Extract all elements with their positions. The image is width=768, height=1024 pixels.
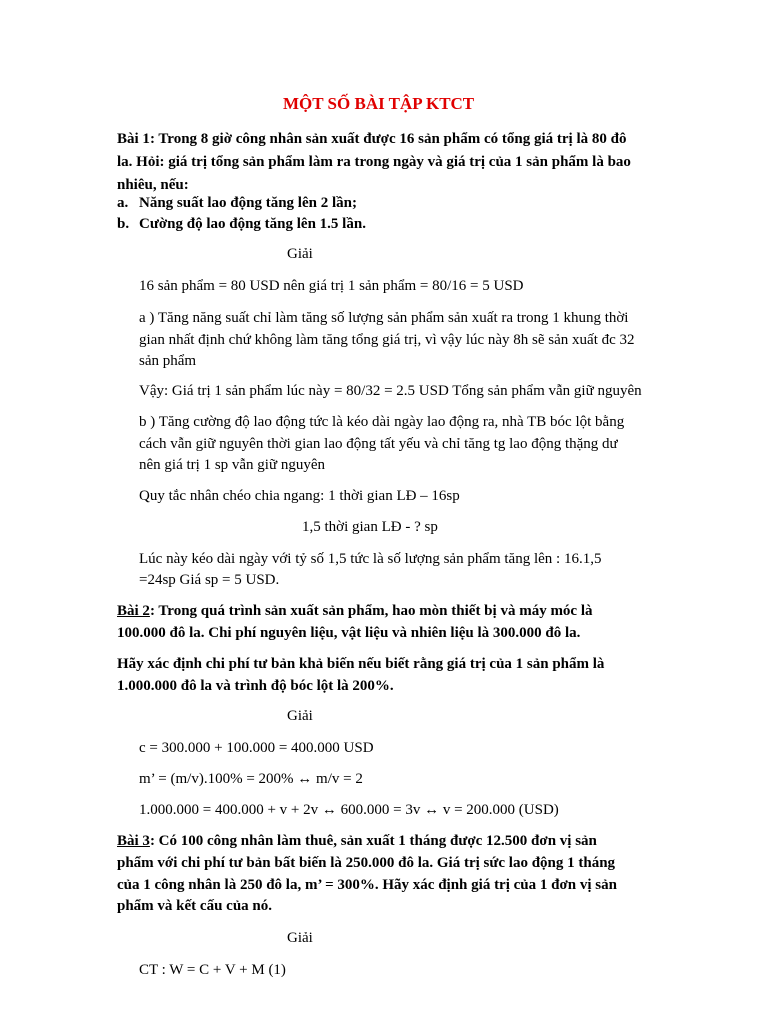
exercise-2-text: : Trong quá trình sản xuất sản phẩm, hao mòn thiết bị và máy móc là bbox=[149, 603, 593, 619]
exercise-1-text: : Trong 8 giờ công nhân sản xuất được 16 sản phẩm có tổng giá trị là 80 đô bbox=[149, 131, 627, 147]
exercise-3-solution-heading: Giải bbox=[287, 930, 313, 946]
exercise-2-solution-line: 1.000.000 = 400.000 + v + 2v ↔ 600.000 = 3v ↔ v = 200.000 (USD) bbox=[139, 802, 559, 818]
exercise-2-line-2: 100.000 đô la. Chi phí nguyên liệu, vật liệu và nhiên liệu là 300.000 đô la. bbox=[117, 625, 581, 641]
exercise-3-line-3: của 1 công nhân là 250 đô la, m’ = 300%. Hãy xác định giá trị của 1 đơn vị sản bbox=[117, 877, 617, 893]
exercise-3-solution-line: CT : W = C + V + M (1) bbox=[139, 962, 286, 978]
exercise-1-line-1 bbox=[117, 130, 626, 148]
exercise-1-item-a: Năng suất lao động tăng lên 2 lần; bbox=[139, 195, 357, 211]
exercise-2-line-4: 1.000.000 đô la và trình độ bóc lột là 200%. bbox=[117, 678, 394, 694]
exercise-1-line-3: nhiêu, nếu: bbox=[117, 177, 189, 193]
exercise-1-item-a-marker: a. bbox=[117, 195, 129, 211]
exercise-2-line-3: Hãy xác định chi phí tư bản khả biến nếu biết rằng giá trị của 1 sản phẩm là bbox=[117, 656, 605, 672]
exercise-3-line-2: phẩm với chi phí tư bản bất biến là 250.000 đô la. Giá trị sức lao động 1 tháng bbox=[117, 855, 616, 871]
exercise-1-solution-line: a ) Tăng năng suất chỉ làm tăng số lượng sản phẩm sản xuất ra trong 1 khung thời bbox=[139, 310, 629, 326]
exercise-2-label: Bài 2 bbox=[117, 603, 150, 619]
exercise-3-line-1 bbox=[117, 832, 597, 850]
exercise-1-solution-line: Quy tắc nhân chéo chia ngang: 1 thời gian LĐ – 16sp bbox=[139, 488, 460, 504]
exercise-1-solution-line: gian nhất định chứ không làm tăng tổng giá trị, vì vậy lúc này 8h sẽ sản xuất đc 32 bbox=[139, 332, 635, 348]
exercise-1-line-2: la. Hỏi: giá trị tổng sản phẩm làm ra trong ngày và giá trị của 1 sản phẩm là bao bbox=[117, 154, 631, 170]
exercise-2-line-1 bbox=[117, 602, 593, 620]
exercise-1-item-b: Cường độ lao động tăng lên 1.5 lần. bbox=[139, 216, 366, 232]
exercise-1-solution-line: =24sp Giá sp = 5 USD. bbox=[139, 572, 280, 588]
exercise-2-solution-line: c = 300.000 + 100.000 = 400.000 USD bbox=[139, 740, 374, 756]
exercise-2-solution-heading: Giải bbox=[287, 708, 313, 724]
exercise-1-solution-line: Lúc này kéo dài ngày với tỷ số 1,5 tức là số lượng sản phẩm tăng lên : 16.1,5 bbox=[139, 551, 602, 567]
exercise-3-label: Bài 3 bbox=[117, 833, 150, 849]
exercise-1-solution-line: sản phẩm bbox=[139, 353, 197, 369]
exercise-1-solution-heading: Giải bbox=[287, 246, 313, 262]
exercise-1-solution-line: cách vẫn giữ nguyên thời gian lao động tất yếu và chỉ tăng tg lao động thặng dư bbox=[139, 436, 618, 452]
exercise-1-solution-line: 1,5 thời gian LĐ - ? sp bbox=[302, 519, 438, 535]
exercise-1-solution-line: Vậy: Giá trị 1 sản phẩm lúc này = 80/32 = 2.5 USD Tổng sản phẩm vẫn giữ nguyên bbox=[139, 383, 642, 399]
exercise-1-item-b-marker: b. bbox=[117, 216, 130, 232]
exercise-1-label: Bài 1 bbox=[117, 131, 150, 147]
exercise-1-solution-line: b ) Tăng cường độ lao động tức là kéo dài ngày lao động ra, nhà TB bóc lột bằng bbox=[139, 414, 625, 430]
document-title: MỘT SỐ BÀI TẬP KTCT bbox=[283, 94, 475, 113]
exercise-1-solution-line: 16 sản phẩm = 80 USD nên giá trị 1 sản phẩm = 80/16 = 5 USD bbox=[139, 278, 524, 294]
exercise-1-solution-line: nên giá trị 1 sp vẫn giữ nguyên bbox=[139, 457, 326, 473]
exercise-2-solution-line: m’ = (m/v).100% = 200% ↔ m/v = 2 bbox=[139, 771, 363, 787]
exercise-3-text: : Có 100 công nhân làm thuê, sản xuất 1 tháng được 12.500 đơn vị sản bbox=[149, 833, 597, 849]
exercise-3-line-4: phẩm và kết cấu của nó. bbox=[117, 898, 273, 914]
